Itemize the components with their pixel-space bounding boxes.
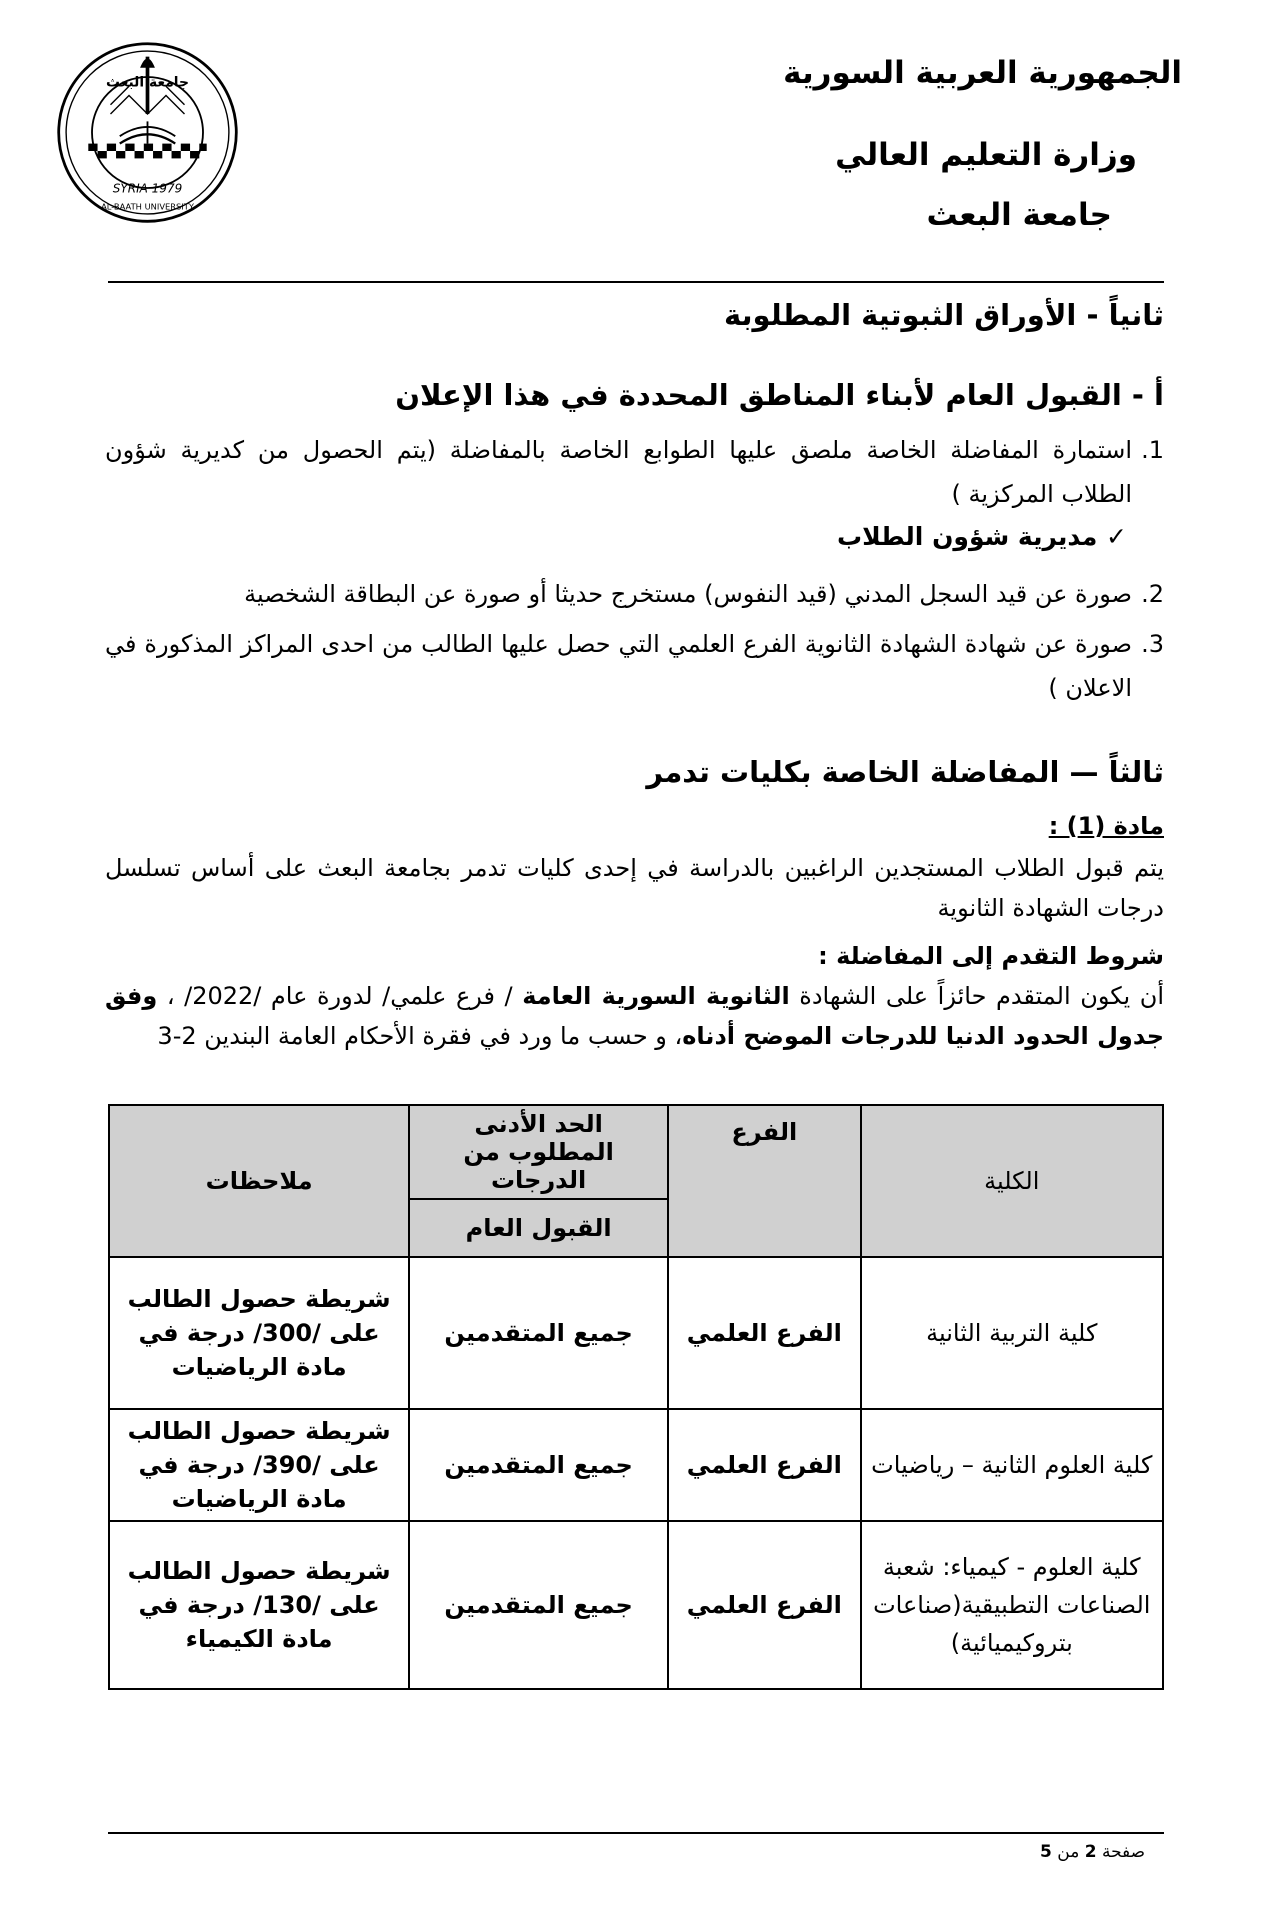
table-header-min: الحد الأدنى المطلوب من الدرجات [409, 1105, 668, 1199]
table-row [109, 1409, 1163, 1521]
of-word: من [1057, 1842, 1080, 1862]
footer-divider [108, 1832, 1164, 1834]
article-paragraph: يتم قبول الطلاب المستجدين الراغبين بالدراسة في إحدى كليات تدمر بجامعة البعث على أساس تسلسل درجات الشهادة الثانوية [105, 854, 1164, 922]
logo-arabic-text: جامعة البعث [106, 74, 189, 91]
section-3-title: ثالثاً — المفاضلة الخاصة بكليات تدمر [646, 755, 1164, 789]
header-university: جامعة البعث [926, 197, 1112, 233]
admission-table [108, 1104, 1164, 1690]
article-heading: مادة (1) : [1048, 812, 1164, 840]
table-header-college: الكلية [861, 1105, 1163, 1257]
table-cell-college: كلية العلوم الثانية – رياضيات [861, 1409, 1163, 1521]
table-cell-college: كلية التربية الثانية [861, 1257, 1163, 1409]
page-word: صفحة [1101, 1842, 1146, 1862]
university-seal-icon [55, 40, 240, 225]
table-cell-branch: الفرع العلمي [668, 1521, 861, 1689]
header-divider [108, 281, 1164, 283]
list-item-1 [105, 428, 1164, 516]
table-cell-min: جميع المتقدمين [409, 1257, 668, 1409]
conditions-heading: شروط التقدم إلى المفاضلة : [818, 942, 1164, 970]
table-cell-notes: شريطة حصول الطالب على /390/ درجة في مادة الرياضيات [109, 1409, 409, 1521]
conditions-paragraph: أن يكون المتقدم حائزاً على الشهادة الثانوية السورية العامة / فرع علمي/ لدورة عام /2022/ ، وفق جدول الحدود الدنيا للدرجات الموضح أدناه، و حسب ما ورد في فقرة الأحكام العامة البندين 2-3 [105, 982, 1164, 1050]
table-cell-min: جميع المتقدمين [409, 1409, 668, 1521]
header-country: الجمهورية العربية السورية [783, 55, 1182, 91]
section-2a-subtitle: أ - القبول العام لأبناء المناطق المحددة في هذا الإعلان [395, 378, 1164, 412]
table-cell-college: كلية العلوم - كيمياء: شعبة الصناعات التطبيقية(صناعات بتروكيميائية) [861, 1521, 1163, 1689]
logo-latin-text: AL-BAATH UNIVERSITY [101, 201, 194, 212]
list-item-3 [105, 622, 1164, 710]
table-cell-branch: الفرع العلمي [668, 1257, 861, 1409]
table-header-branch: الفرع [668, 1105, 861, 1257]
logo-country-text: SYRIA 1979 [112, 181, 183, 196]
checkmark-icon: ✓ [1106, 522, 1127, 551]
check-item [837, 522, 1127, 551]
page-number [1040, 1842, 1145, 1862]
list-item-text: صورة عن قيد السجل المدني (قيد النفوس) مستخرج حديثا أو صورة عن البطاقة الشخصية [244, 580, 1132, 608]
table-cell-min: جميع المتقدمين [409, 1521, 668, 1689]
table-header-notes: ملاحظات [109, 1105, 409, 1257]
list-item-number: 2. [1141, 580, 1164, 608]
list-item-text: استمارة المفاضلة الخاصة ملصق عليها الطوابع الخاصة بالمفاضلة (يتم الحصول من كديرية شؤون الطلاب المركزية ) [105, 436, 1132, 508]
check-item-text: مديرية شؤون الطلاب [836, 522, 1098, 551]
section-2-title: ثانياً - الأوراق الثبوتية المطلوبة [724, 298, 1164, 332]
page-current: 2 [1084, 1842, 1097, 1862]
list-item-2 [105, 572, 1164, 616]
table-cell-notes: شريطة حصول الطالب على /130/ درجة في مادة الكيمياء [109, 1521, 409, 1689]
header-ministry: وزارة التعليم العالي [835, 137, 1137, 173]
page-total: 5 [1040, 1842, 1052, 1862]
list-item-text: صورة عن شهادة الشهادة الثانوية الفرع العلمي التي حصل عليها الطالب من احدى المراكز المذكورة في الاعلان ) [105, 630, 1132, 702]
list-item-number: 1. [1141, 436, 1164, 464]
table-row [109, 1521, 1163, 1689]
table-row [109, 1257, 1163, 1409]
list-item-number: 3. [1141, 630, 1164, 658]
table-cell-branch: الفرع العلمي [668, 1409, 861, 1521]
table-header-min-sub: القبول العام [409, 1199, 668, 1257]
table-cell-notes: شريطة حصول الطالب على /300/ درجة في مادة الرياضيات [109, 1257, 409, 1409]
